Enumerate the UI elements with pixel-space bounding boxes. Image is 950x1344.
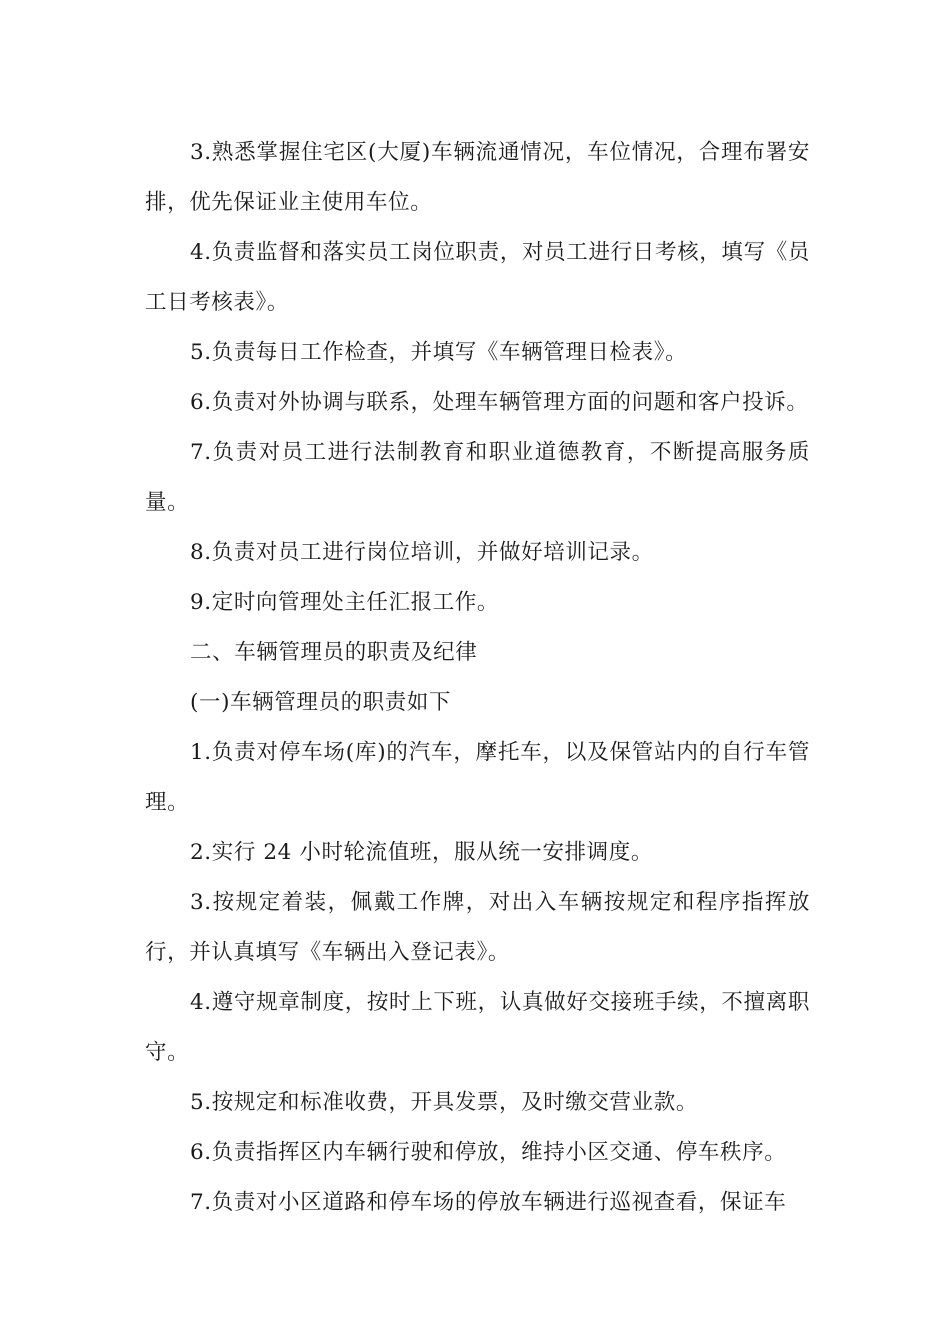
paragraph: 5.按规定和标准收费，开具发票，及时缴交营业款。 xyxy=(190,1090,698,1115)
paragraph: 2.实行 24 小时轮流值班，服从统一安排调度。 xyxy=(190,840,653,865)
paragraph: 3.熟悉掌握住宅区(大厦)车辆流通情况，车位情况，合理布署安排，优先保证业主使用车位。 xyxy=(145,140,810,215)
paragraph: 7.负责对员工进行法制教育和职业道德教育，不断提高服务质量。 xyxy=(145,440,810,515)
paragraph: 3.按规定着装，佩戴工作牌，对出入车辆按规定和程序指挥放行，并认真填写《车辆出入登记表》。 xyxy=(145,890,810,965)
paragraph: 8.负责对员工进行岗位培训，并做好培训记录。 xyxy=(190,540,654,565)
paragraph: 1.负责对停车场(库)的汽车，摩托车，以及保管站内的自行车管理。 xyxy=(145,740,810,815)
paragraph: 9.定时向管理处主任汇报工作。 xyxy=(190,590,500,615)
paragraph: 7.负责对小区道路和停车场的停放车辆进行巡视查看，保证车 xyxy=(190,1190,787,1215)
subsection-heading: (一)车辆管理员的职责如下 xyxy=(190,690,452,715)
paragraph: 5.负责每日工作检查，并填写《车辆管理日检表》。 xyxy=(190,340,688,365)
paragraph: 4.负责监督和落实员工岗位职责，对员工进行日考核，填写《员工日考核表》。 xyxy=(145,240,810,315)
paragraph: 6.负责指挥区内车辆行驶和停放，维持小区交通、停车秩序。 xyxy=(190,1140,787,1165)
document-body xyxy=(145,128,810,1228)
paragraph: 4.遵守规章制度，按时上下班，认真做好交接班手续，不擅离职守。 xyxy=(145,990,810,1065)
section-heading: 二、车辆管理员的职责及纪律 xyxy=(190,640,478,665)
paragraph: 6.负责对外协调与联系，处理车辆管理方面的问题和客户投诉。 xyxy=(190,390,809,415)
